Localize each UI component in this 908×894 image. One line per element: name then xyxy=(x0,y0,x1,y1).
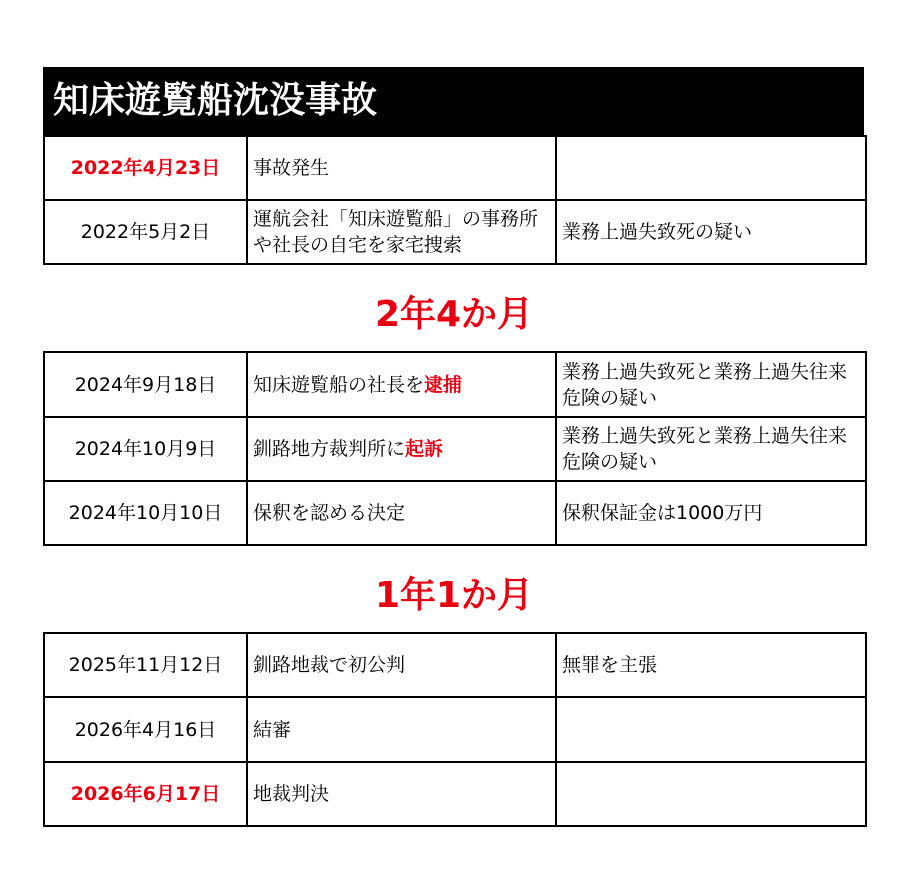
note-cell xyxy=(556,136,866,200)
event-cell: 保釈を認める決定 xyxy=(247,481,556,545)
date-cell: 2024年9月18日 xyxy=(44,352,247,417)
date-cell: 2024年10月10日 xyxy=(44,481,247,545)
table-row xyxy=(44,697,866,762)
date-cell: 2024年10月9日 xyxy=(44,417,247,481)
interval-label: 1年1か月 xyxy=(374,575,534,616)
event-cell xyxy=(247,417,556,481)
event-cell: 地裁判決 xyxy=(247,762,556,826)
note-cell: 業務上過失致死の疑い xyxy=(556,200,866,264)
table-row xyxy=(44,633,866,697)
date-cell: 2022年4月23日 xyxy=(44,136,247,200)
table-row xyxy=(44,417,866,481)
table-row xyxy=(44,481,866,545)
timeline-table-1 xyxy=(43,135,867,265)
date-cell: 2025年11月12日 xyxy=(44,633,247,697)
note-cell: 業務上過失致死と業務上過失往来危険の疑い xyxy=(556,417,866,481)
event-text: 釧路地方裁判所に xyxy=(253,438,406,460)
note-cell xyxy=(556,697,866,762)
interval-label: 2年4か月 xyxy=(374,294,534,335)
event-cell: 運航会社「知床遊覧船」の事務所や社長の自宅を家宅捜索 xyxy=(247,200,556,264)
event-cell: 釧路地裁で初公判 xyxy=(247,633,556,697)
event-cell: 事故発生 xyxy=(247,136,556,200)
table-row xyxy=(44,136,866,200)
timeline-table-3 xyxy=(43,632,867,827)
note-cell xyxy=(556,762,866,826)
table-row xyxy=(44,762,866,826)
event-cell xyxy=(247,352,556,417)
event-text: 知床遊覧船の社長を xyxy=(253,373,425,396)
page-title: 知床遊覧船沈没事故 xyxy=(43,67,864,135)
date-cell: 2022年5月2日 xyxy=(44,200,247,264)
event-highlight: 逮捕 xyxy=(424,373,463,396)
note-cell: 保釈保証金は1000万円 xyxy=(556,481,866,545)
timeline-table-2 xyxy=(43,351,867,546)
note-cell: 業務上過失致死と業務上過失往来危険の疑い xyxy=(556,352,866,417)
event-highlight: 起訴 xyxy=(405,438,444,460)
date-cell: 2026年6月17日 xyxy=(44,762,247,826)
table-row xyxy=(44,352,866,417)
note-cell: 無罪を主張 xyxy=(556,633,866,697)
date-cell: 2026年4月16日 xyxy=(44,697,247,762)
event-cell: 結審 xyxy=(247,697,556,762)
table-row xyxy=(44,200,866,264)
